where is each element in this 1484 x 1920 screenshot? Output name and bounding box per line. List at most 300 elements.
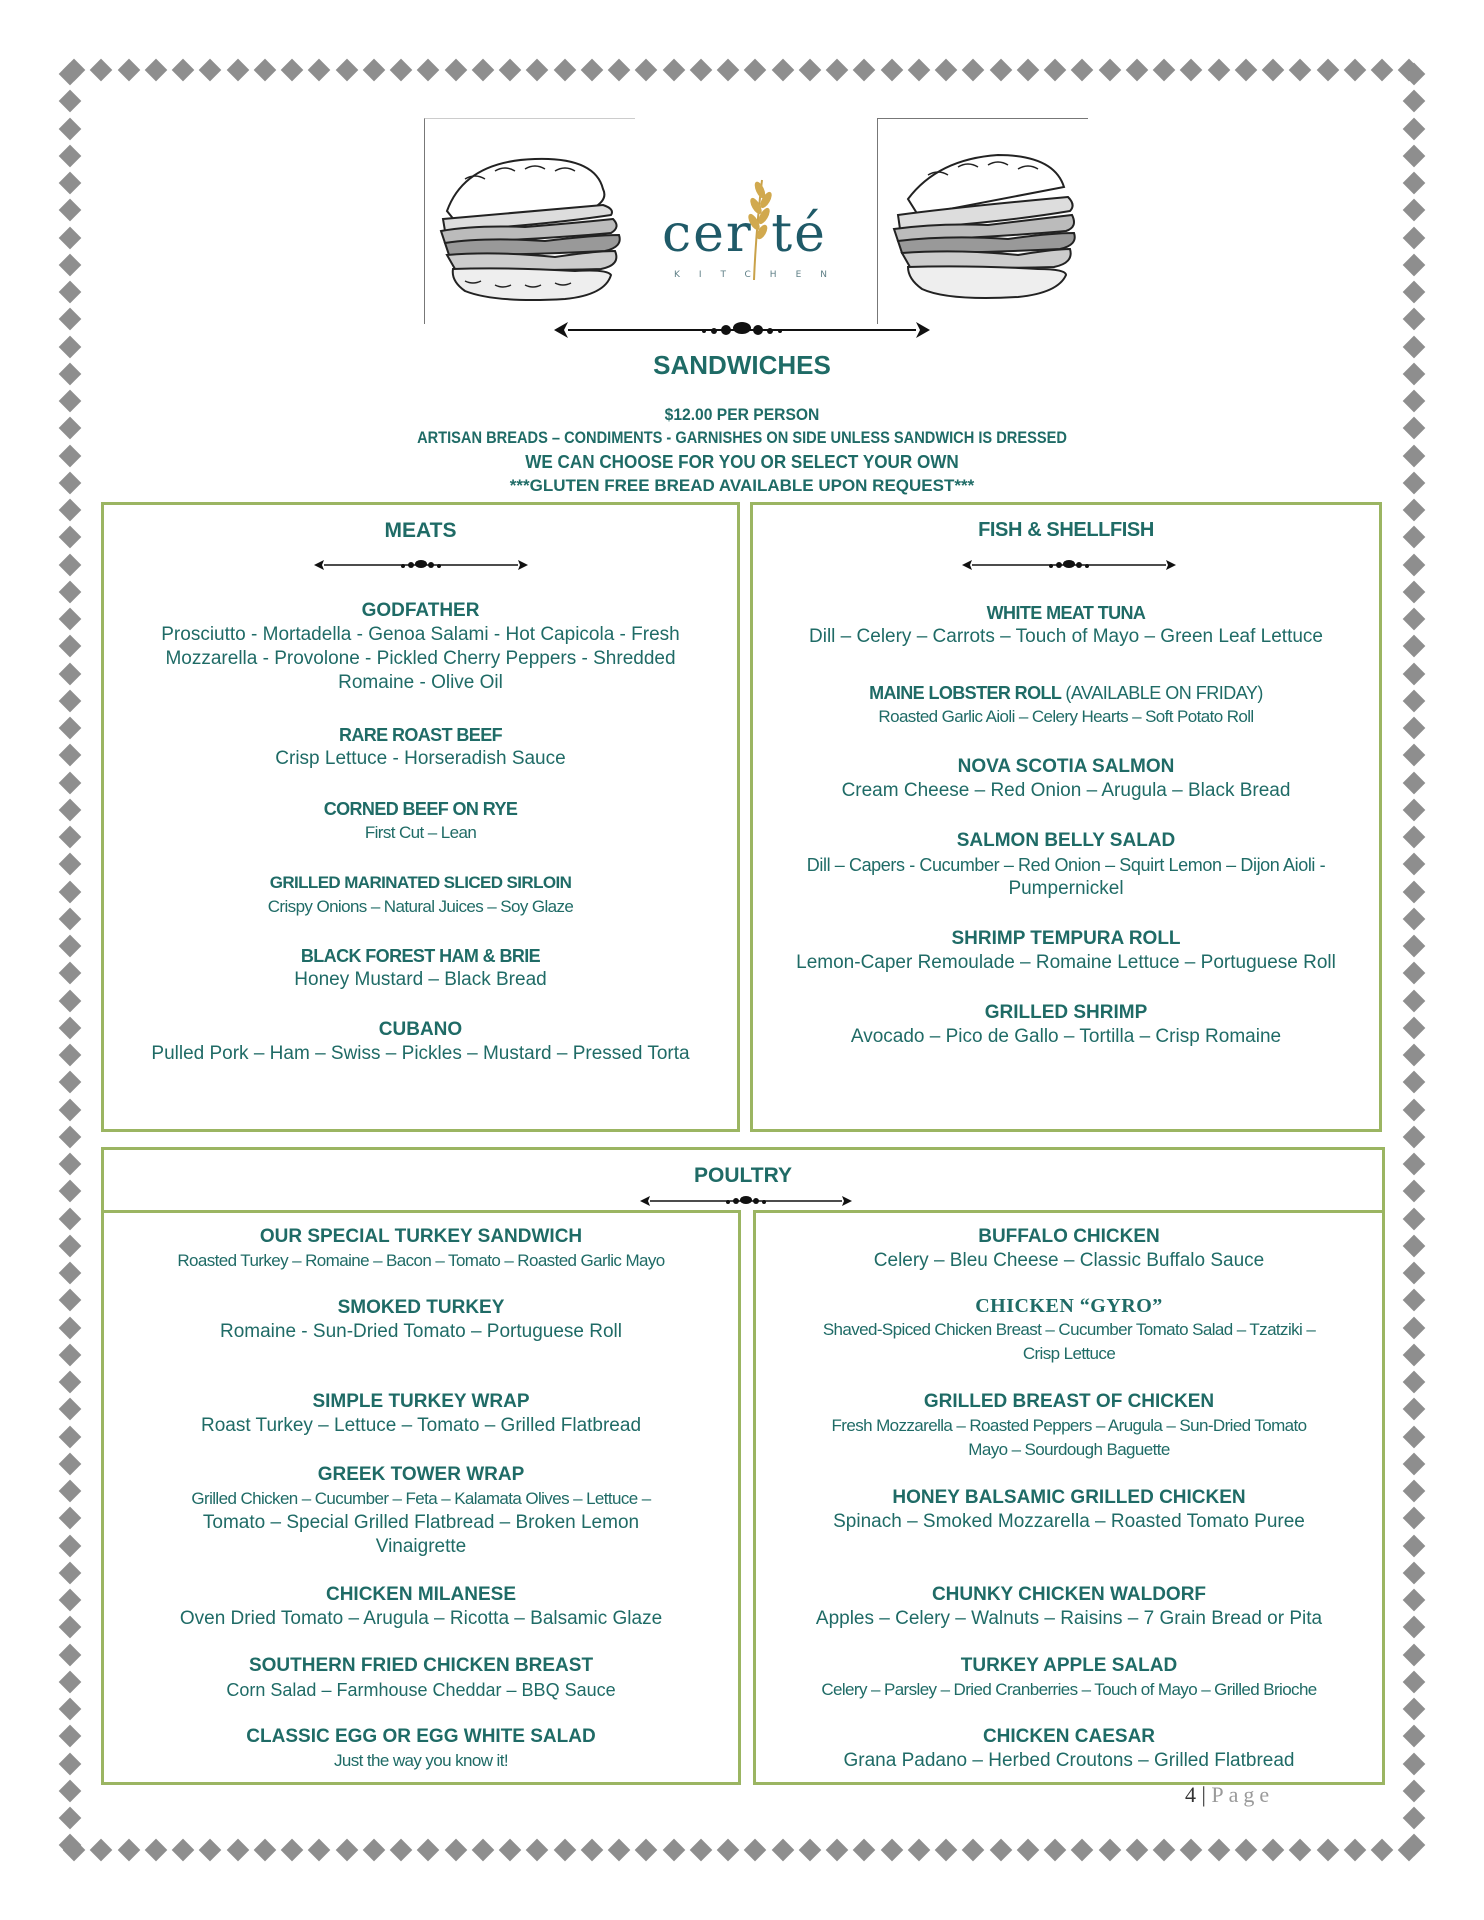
border-diamond	[117, 1839, 140, 1862]
border-diamond	[1403, 1153, 1426, 1176]
item-desc: Vinaigrette	[375, 1536, 467, 1557]
border-diamond	[59, 226, 82, 249]
menu-item-chicken-waldorf	[756, 1583, 1382, 1631]
border-diamond	[471, 59, 494, 82]
border-diamond	[1403, 172, 1426, 195]
border-diamond	[1180, 59, 1203, 82]
logo-wordmark: cer té	[662, 204, 827, 264]
item-desc: Apples – Celery – Walnuts – Raisins – 7 Grain Bread or Pita	[815, 1608, 1323, 1629]
border-diamond	[59, 499, 82, 522]
item-name: GRILLED SHRIMP	[984, 1002, 1148, 1023]
item-name: WHITE MEAT TUNA	[986, 603, 1146, 623]
menu-item-grilled-sirloin	[104, 871, 737, 919]
border-diamond	[59, 1289, 82, 1312]
menu-item-rare-roast-beef	[104, 723, 737, 771]
border-diamond	[826, 1839, 849, 1862]
border-diamond	[1403, 1398, 1426, 1421]
border-diamond	[1343, 59, 1366, 82]
item-name: GRILLED MARINATED SLICED SIRLOIN	[269, 873, 572, 892]
border-diamond	[608, 1839, 631, 1862]
border-diamond	[1262, 59, 1285, 82]
item-desc: Avocado – Pico de Gallo – Tortilla – Crisp Romaine	[850, 1026, 1282, 1047]
border-diamond	[59, 308, 82, 331]
border-diamond	[59, 1071, 82, 1094]
border-diamond	[444, 59, 467, 82]
border-diamond	[1403, 1534, 1426, 1557]
info-line-choose: WE CAN CHOOSE FOR YOU OR SELECT YOUR OWN	[525, 452, 959, 472]
item-desc: Shaved-Spiced Chicken Breast – Cucumber Tomato Salad – Tzatziki –	[822, 1320, 1316, 1339]
border-diamond	[1403, 798, 1426, 821]
border-diamond	[689, 59, 712, 82]
border-diamond	[1016, 1839, 1039, 1862]
border-diamond	[59, 1207, 82, 1230]
border-diamond	[59, 281, 82, 304]
border-diamond	[1403, 144, 1426, 167]
border-diamond	[1403, 1234, 1426, 1257]
menu-item-shrimp-tempura-roll	[753, 927, 1379, 975]
item-desc: Tomato – Special Grilled Flatbread – Broken Lemon	[202, 1512, 640, 1533]
border-diamond	[1403, 1725, 1426, 1748]
border-diamond	[1289, 59, 1312, 82]
border-diamond	[1403, 1425, 1426, 1448]
border-diamond	[59, 1779, 82, 1802]
sandwich-icon	[425, 119, 635, 324]
item-name: SALMON BELLY SALAD	[956, 830, 1176, 851]
item-desc: Celery – Bleu Cheese – Classic Buffalo Sauce	[873, 1250, 1265, 1271]
border-diamond	[59, 1589, 82, 1612]
border-diamond	[935, 59, 958, 82]
border-diamond	[1403, 962, 1426, 985]
border-top	[62, 58, 1422, 82]
border-diamond	[90, 59, 113, 82]
border-diamond	[59, 1262, 82, 1285]
border-diamond	[1180, 1839, 1203, 1862]
border-diamond	[1403, 1698, 1426, 1721]
item-desc: Pumpernickel	[1008, 878, 1124, 899]
menu-item-lobster-roll	[753, 681, 1379, 729]
menu-item-ham-brie	[104, 944, 737, 992]
item-desc: Just the way you know it!	[334, 1751, 508, 1770]
border-diamond	[390, 1839, 413, 1862]
menu-item-nova-scotia-salmon	[753, 755, 1379, 803]
item-desc: Romaine - Sun-Dried Tomato – Portuguese Roll	[219, 1321, 622, 1342]
border-diamond	[199, 59, 222, 82]
menu-item-godfather	[104, 599, 737, 695]
menu-item-simple-turkey-wrap	[104, 1390, 738, 1438]
border-diamond	[59, 553, 82, 576]
border-diamond	[1234, 1839, 1257, 1862]
border-diamond	[1403, 1262, 1426, 1285]
border-diamond	[59, 1480, 82, 1503]
border-diamond	[580, 59, 603, 82]
border-diamond	[59, 1643, 82, 1666]
ornamental-divider	[314, 555, 528, 575]
item-desc: Roast Turkey – Lettuce – Tomato – Grilled Flatbread	[200, 1415, 642, 1436]
item-desc: Fresh Mozzarella – Roasted Peppers – Arugula – Sun-Dried Tomato	[831, 1416, 1307, 1435]
border-diamond	[59, 1807, 82, 1830]
border-diamond	[1403, 1589, 1426, 1612]
menu-item-cubano	[104, 1018, 737, 1066]
border-diamond	[962, 59, 985, 82]
item-desc: Prosciutto - Mortadella - Genoa Salami - Hot Capicola - Fresh	[161, 624, 680, 645]
item-name: GREEK TOWER WRAP	[317, 1464, 525, 1485]
border-diamond	[1403, 226, 1426, 249]
border-diamond	[1403, 1834, 1426, 1857]
border-diamond	[1403, 63, 1426, 86]
border-diamond	[499, 1839, 522, 1862]
item-desc: Corn Salad – Farmhouse Cheddar – BBQ Sauce	[226, 1680, 616, 1700]
item-name: HONEY BALSAMIC GRILLED CHICKEN	[892, 1487, 1246, 1508]
border-diamond	[59, 1044, 82, 1067]
border-diamond	[989, 59, 1012, 82]
border-diamond	[1403, 1371, 1426, 1394]
border-diamond	[172, 59, 195, 82]
border-diamond	[771, 1839, 794, 1862]
menu-item-turkey-apple-salad	[756, 1654, 1382, 1702]
border-diamond	[226, 59, 249, 82]
border-diamond	[1071, 1839, 1094, 1862]
border-diamond	[1403, 1071, 1426, 1094]
border-diamond	[717, 1839, 740, 1862]
border-diamond	[59, 635, 82, 658]
item-desc: Romaine - Olive Oil	[338, 672, 503, 693]
section-title-fish: FISH & SHELLFISH	[978, 519, 1154, 541]
item-desc: Grilled Chicken – Cucumber – Feta – Kalamata Olives – Lettuce –	[191, 1489, 651, 1508]
border-diamond	[1044, 1839, 1067, 1862]
border-diamond	[335, 59, 358, 82]
border-diamond	[59, 1670, 82, 1693]
item-name: SHRIMP TEMPURA ROLL	[951, 928, 1181, 949]
border-diamond	[281, 59, 304, 82]
border-diamond	[1403, 1752, 1426, 1775]
border-bottom	[62, 1838, 1422, 1862]
border-diamond	[1403, 1643, 1426, 1666]
border-diamond	[117, 59, 140, 82]
border-diamond	[1403, 989, 1426, 1012]
border-diamond	[1403, 880, 1426, 903]
menu-item-corned-beef	[104, 797, 737, 845]
border-diamond	[253, 59, 276, 82]
border-diamond	[1403, 553, 1426, 576]
item-name: NOVA SCOTIA SALMON	[957, 756, 1175, 777]
item-desc: First Cut – Lean	[364, 823, 477, 842]
border-diamond	[1125, 59, 1148, 82]
border-diamond	[59, 989, 82, 1012]
menu-item-white-meat-tuna	[753, 601, 1379, 649]
item-name: CORNED BEEF ON RYE	[323, 799, 518, 819]
border-diamond	[1403, 1507, 1426, 1530]
border-diamond	[90, 1839, 113, 1862]
border-diamond	[526, 1839, 549, 1862]
menu-item-grilled-breast-chicken	[756, 1390, 1382, 1462]
border-diamond	[1403, 1343, 1426, 1366]
border-diamond	[59, 1752, 82, 1775]
border-diamond	[59, 1616, 82, 1639]
page-separator: |	[1201, 1782, 1206, 1807]
availability-note: (AVAILABLE ON FRIDAY)	[1065, 683, 1263, 703]
item-name: BUFFALO CHICKEN	[978, 1226, 1160, 1247]
menu-item-chicken-gyro	[756, 1294, 1382, 1366]
item-desc: Mozzarella - Provolone - Pickled Cherry Peppers - Shredded	[165, 648, 676, 669]
border-diamond	[880, 59, 903, 82]
border-diamond	[59, 117, 82, 140]
border-diamond	[1262, 1839, 1285, 1862]
border-diamond	[1403, 1807, 1426, 1830]
border-diamond	[662, 1839, 685, 1862]
menu-item-southern-fried-chicken	[104, 1654, 738, 1702]
item-name: BLACK FOREST HAM & BRIE	[300, 946, 541, 966]
border-diamond	[59, 1698, 82, 1721]
border-diamond	[59, 172, 82, 195]
border-diamond	[1403, 1180, 1426, 1203]
border-diamond	[962, 1839, 985, 1862]
menu-item-buffalo-chicken	[756, 1225, 1382, 1273]
border-diamond	[308, 59, 331, 82]
item-name: SMOKED TURKEY	[337, 1297, 505, 1318]
border-diamond	[907, 1839, 930, 1862]
border-diamond	[553, 59, 576, 82]
menu-item-salmon-belly-salad	[753, 829, 1379, 901]
border-diamond	[172, 1839, 195, 1862]
item-desc: Oven Dried Tomato – Arugula – Ricotta – Balsamic Glaze	[179, 1608, 663, 1629]
border-diamond	[59, 90, 82, 113]
item-name: SOUTHERN FRIED CHICKEN BREAST	[248, 1655, 594, 1676]
border-diamond	[59, 580, 82, 603]
border-diamond	[59, 1316, 82, 1339]
page-title: SANDWICHES	[653, 350, 831, 380]
page-number: 4	[1185, 1782, 1196, 1807]
item-desc: Pulled Pork – Ham – Swiss – Pickles – Mustard – Pressed Torta	[151, 1043, 690, 1064]
border-diamond	[526, 59, 549, 82]
item-name: TURKEY APPLE SALAD	[960, 1655, 1178, 1676]
menu-item-honey-balsamic-chicken	[756, 1486, 1382, 1534]
item-name: SIMPLE TURKEY WRAP	[312, 1391, 530, 1412]
border-diamond	[390, 59, 413, 82]
logo	[640, 170, 870, 300]
menu-item-grilled-shrimp	[753, 1001, 1379, 1049]
border-diamond	[1098, 1839, 1121, 1862]
border-diamond	[144, 1839, 167, 1862]
border-diamond	[1403, 608, 1426, 631]
poultry-right-column	[753, 1210, 1385, 1785]
border-diamond	[880, 1839, 903, 1862]
border-diamond	[1403, 771, 1426, 794]
border-diamond	[59, 1371, 82, 1394]
fish-shellfish-section	[750, 502, 1382, 1132]
border-diamond	[798, 1839, 821, 1862]
border-diamond	[1403, 662, 1426, 685]
menu-item-chicken-milanese	[104, 1583, 738, 1631]
border-diamond	[59, 1561, 82, 1584]
border-diamond	[1403, 1098, 1426, 1121]
border-diamond	[1371, 1839, 1394, 1862]
border-diamond	[471, 1839, 494, 1862]
border-diamond	[1098, 59, 1121, 82]
item-desc: Cream Cheese – Red Onion – Arugula – Black Bread	[841, 780, 1291, 801]
border-diamond	[1403, 689, 1426, 712]
border-diamond	[59, 608, 82, 631]
border-diamond	[59, 1016, 82, 1039]
border-diamond	[1316, 1839, 1339, 1862]
border-diamond	[1403, 253, 1426, 276]
border-diamond	[1403, 744, 1426, 767]
border-diamond	[1371, 59, 1394, 82]
item-desc: Honey Mustard – Black Bread	[294, 969, 547, 990]
item-desc: Dill – Celery – Carrots – Touch of Mayo – Green Leaf Lettuce	[809, 626, 1323, 647]
section-title-meats: MEATS	[384, 519, 457, 542]
border-diamond	[744, 1839, 767, 1862]
border-diamond	[608, 59, 631, 82]
border-diamond	[59, 1452, 82, 1475]
item-desc: Crisp Lettuce	[1022, 1344, 1116, 1363]
item-name: GRILLED BREAST OF CHICKEN	[923, 1391, 1215, 1412]
item-desc: Mayo – Sourdough Baguette	[968, 1440, 1170, 1459]
section-title-poultry: POULTRY	[694, 1164, 792, 1187]
border-diamond	[1207, 1839, 1230, 1862]
border-diamond	[717, 59, 740, 82]
border-diamond	[1044, 59, 1067, 82]
border-diamond	[281, 1839, 304, 1862]
border-diamond	[1403, 199, 1426, 222]
border-diamond	[1125, 1839, 1148, 1862]
border-diamond	[580, 1839, 603, 1862]
border-diamond	[59, 253, 82, 276]
border-diamond	[59, 1125, 82, 1148]
item-desc: Roasted Garlic Aioli – Celery Hearts – Soft Potato Roll	[878, 707, 1254, 726]
item-name: OUR SPECIAL TURKEY SANDWICH	[259, 1226, 583, 1247]
border-diamond	[935, 1839, 958, 1862]
sandwich-icon	[878, 119, 1088, 324]
border-diamond	[1153, 1839, 1176, 1862]
border-diamond	[662, 59, 685, 82]
border-diamond	[1403, 1125, 1426, 1148]
border-diamond	[1403, 1452, 1426, 1475]
border-diamond	[1403, 90, 1426, 113]
item-name: CHICKEN MILANESE	[325, 1584, 516, 1605]
border-diamond	[771, 59, 794, 82]
border-diamond	[59, 199, 82, 222]
menu-item-greek-tower-wrap	[104, 1463, 738, 1559]
border-diamond	[1403, 826, 1426, 849]
border-diamond	[1343, 1839, 1366, 1862]
border-diamond	[989, 1839, 1012, 1862]
border-diamond	[826, 59, 849, 82]
border-diamond	[362, 59, 385, 82]
border-diamond	[1071, 59, 1094, 82]
ornamental-divider	[640, 1192, 852, 1210]
border-diamond	[59, 962, 82, 985]
item-name: GODFATHER	[361, 600, 480, 621]
border-diamond	[1207, 59, 1230, 82]
poultry-left-column	[101, 1210, 741, 1785]
sandwich-illustration-left	[424, 118, 635, 324]
border-diamond	[59, 1398, 82, 1421]
border-diamond	[59, 1343, 82, 1366]
border-diamond	[499, 59, 522, 82]
border-diamond	[853, 1839, 876, 1862]
item-desc: Dill – Capers - Cucumber – Red Onion – Squirt Lemon – Dijon Aioli -	[806, 855, 1326, 875]
border-diamond	[1403, 281, 1426, 304]
border-diamond	[798, 59, 821, 82]
border-diamond	[59, 1534, 82, 1557]
menu-item-smoked-turkey	[104, 1296, 738, 1344]
item-name	[753, 681, 1379, 705]
item-name: CLASSIC EGG OR EGG WHITE SALAD	[246, 1726, 596, 1747]
border-diamond	[59, 1098, 82, 1121]
border-diamond	[308, 1839, 331, 1862]
item-desc: Grana Padano – Herbed Croutons – Grilled Flatbread	[843, 1750, 1295, 1771]
border-diamond	[59, 689, 82, 712]
item-desc: Celery – Parsley – Dried Cranberries – Touch of Mayo – Grilled Brioche	[821, 1680, 1317, 1699]
border-diamond	[59, 1234, 82, 1257]
menu-item-chicken-caesar	[756, 1725, 1382, 1773]
border-diamond	[853, 59, 876, 82]
item-desc: Crisp Lettuce - Horseradish Sauce	[275, 748, 566, 769]
menu-item-special-turkey	[104, 1225, 738, 1273]
border-diamond	[59, 771, 82, 794]
border-diamond	[1403, 1044, 1426, 1067]
sandwich-illustration-right	[877, 118, 1088, 324]
border-diamond	[59, 935, 82, 958]
border-left	[58, 62, 82, 1858]
border-diamond	[417, 1839, 440, 1862]
border-diamond	[59, 1153, 82, 1176]
poultry-header	[101, 1147, 1385, 1213]
border-diamond	[59, 144, 82, 167]
border-diamond	[362, 1839, 385, 1862]
item-desc: Spinach – Smoked Mozzarella – Roasted Tomato Puree	[833, 1511, 1305, 1532]
border-diamond	[59, 744, 82, 767]
border-diamond	[1403, 907, 1426, 930]
border-diamond	[1403, 499, 1426, 522]
border-diamond	[59, 853, 82, 876]
price-line: $12.00 PER PERSON	[664, 405, 820, 424]
item-desc: Crispy Onions – Natural Juices – Soy Glaze	[267, 897, 574, 916]
border-diamond	[59, 63, 82, 86]
border-diamond	[1403, 526, 1426, 549]
item-name: CHICKEN CAESAR	[982, 1726, 1156, 1747]
page-label: Page	[1211, 1782, 1275, 1807]
border-diamond	[59, 526, 82, 549]
item-name: RARE ROAST BEEF	[338, 725, 502, 745]
border-diamond	[1403, 1779, 1426, 1802]
border-diamond	[59, 826, 82, 849]
item-name: CHICKEN “GYRO”	[975, 1295, 1163, 1317]
item-name-text: MAINE LOBSTER ROLL	[869, 683, 1061, 703]
border-diamond	[444, 1839, 467, 1862]
border-diamond	[1403, 1207, 1426, 1230]
border-diamond	[59, 1725, 82, 1748]
page-footer	[1185, 1782, 1274, 1808]
border-diamond	[59, 1834, 82, 1857]
border-diamond	[59, 907, 82, 930]
border-diamond	[1403, 717, 1426, 740]
menu-item-egg-salad	[104, 1725, 738, 1773]
border-diamond	[1403, 1616, 1426, 1639]
logo-subtitle: KITCHEN	[674, 270, 846, 280]
info-line-gluten-free: ***GLUTEN FREE BREAD AVAILABLE UPON REQUEST***	[509, 476, 975, 495]
border-diamond	[1289, 1839, 1312, 1862]
border-diamond	[59, 1507, 82, 1530]
border-diamond	[1403, 117, 1426, 140]
ornamental-divider	[962, 555, 1176, 575]
border-diamond	[1403, 853, 1426, 876]
border-diamond	[1403, 1016, 1426, 1039]
border-diamond	[1403, 1670, 1426, 1693]
border-diamond	[1153, 59, 1176, 82]
border-diamond	[1403, 580, 1426, 603]
item-name: CHUNKY CHICKEN WALDORF	[931, 1584, 1207, 1605]
